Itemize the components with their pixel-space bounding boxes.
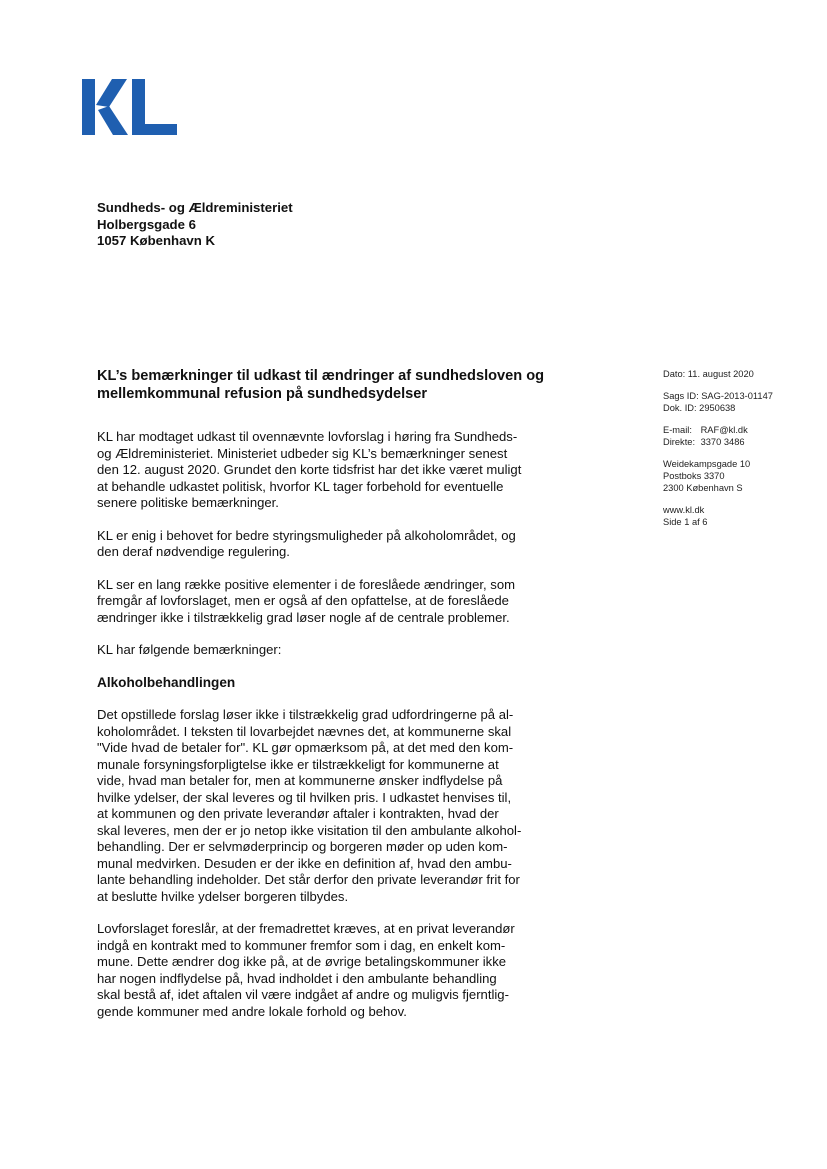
sidebar-info	[663, 368, 813, 538]
direct-phone: 3370 3486	[700, 437, 745, 447]
case-id: Sags ID: SAG-2013-01147	[663, 391, 773, 401]
doc-id: Dok. ID: 2950638	[663, 403, 736, 413]
text-line: KL har følgende bemærkninger:	[97, 642, 282, 657]
text-line: senere politiske bemærkninger.	[97, 495, 279, 510]
text-line: skal leveres, men der er jo netop ikke visitation til den ambulante alkohol-	[97, 822, 522, 838]
recipient-line: Sundheds- og Ældreministeriet	[97, 200, 293, 215]
text-line: at behandle udkastet politisk, hvorfor KL tager forbehold for eventuelle	[97, 478, 504, 494]
address-line: 2300 København S	[663, 483, 743, 493]
text-line: mune. Dette ændrer dog ikke på, at de øvrige betalingskommuner ikke	[97, 954, 507, 969]
paragraph	[97, 577, 567, 627]
kl-logo	[82, 78, 178, 136]
text-line: og Ældreministeriet. Ministeriet udbeder sig KL’s bemærkninger senest	[97, 445, 508, 461]
website-link[interactable]: www.kl.dk	[663, 505, 705, 515]
text-line: "Vide hvad de betaler for". KL gør opmærksom på, at det med den kom-	[97, 740, 514, 755]
paragraph	[97, 707, 567, 905]
text-line: ændringer ikke i tilstrækkelig grad løser nogle af de centrale problemer.	[97, 609, 510, 625]
logo-k-upper-arm	[96, 79, 127, 107]
logo-l	[132, 79, 177, 135]
page-number: Side 1 af 6	[663, 517, 708, 527]
section-heading: Alkoholbehandlingen	[97, 674, 236, 690]
text-line: KL ser en lang række positive elementer i de foreslåede ændringer, som	[97, 576, 516, 592]
subject-line: KL’s bemærkninger til udkast til ændringer af sundhedsloven og	[97, 368, 545, 384]
text-line: lante behandling indeholder. Det står derfor den private leverandør frit for	[97, 872, 520, 887]
paragraph	[97, 528, 567, 561]
address-line: Postboks 3370	[663, 471, 725, 481]
text-line: indgå en kontrakt med to kommuner fremfor som i dag, en enkelt kom-	[97, 937, 506, 953]
text-line: at beslutte hvilke ydelser borgeren tilbydes.	[97, 888, 349, 904]
text-line: vide, hvad man betaler for, men at kommunerne ønsker indflydelse på	[97, 773, 503, 788]
recipient-line: 1057 København K	[97, 233, 215, 248]
text-line: munal medvirken. Desuden er der ikke en definition af, hvad den ambu-	[97, 855, 512, 871]
text-line: KL er enig i behovet for bedre styringsmuligheder på alkoholområdet, og	[97, 527, 516, 543]
text-line: munale forsyningsforpligtelse ikke er tilstrækkeligt for kommunerne at	[97, 756, 499, 772]
email-label: E-mail:	[663, 425, 692, 435]
paragraph	[97, 642, 567, 659]
text-line: koholområdet. I teksten til lovarbejdet nævnes det, at kommunerne skal	[97, 723, 512, 739]
paragraph	[97, 429, 567, 512]
text-line: Lovforslaget foreslår, at der fremadrettet kræves, at en privat leverandør	[97, 921, 515, 936]
subject-line: mellemkommunal refusion på sundhedsydelser	[97, 385, 428, 402]
recipient-address	[97, 200, 293, 250]
text-line: Det opstillede forslag løser ikke i tilstrækkelig grad udfordringerne på al-	[97, 707, 514, 722]
text-line: den 12. august 2020. Grundet den korte tidsfrist har det ikke været muligt	[97, 462, 522, 477]
text-line: hvilke ydelser, der skal leveres og til hvilken pris. I udkastet henvises til,	[97, 789, 512, 805]
address-line: Weidekampsgade 10	[663, 459, 751, 469]
text-line: den deraf nødvendige regulering.	[97, 544, 290, 559]
paragraph	[97, 921, 567, 1020]
text-line: KL har modtaget udkast til ovennævnte lovforslag i høring fra Sundheds-	[97, 429, 518, 444]
logo-k-lower-arm	[98, 106, 128, 135]
letter-subject	[97, 368, 567, 403]
letter-body	[97, 429, 567, 1036]
text-line: behandling. Der er selvmøderprincip og borgeren møder op uden kom-	[97, 839, 508, 854]
direct-label: Direkte:	[663, 437, 696, 447]
date: Dato: 11. august 2020	[663, 369, 754, 379]
text-line: gende kommuner med andre lokale forhold og behov.	[97, 1003, 407, 1019]
email-link[interactable]: RAF@kl.dk	[700, 425, 748, 435]
text-line: fremgår af lovforslaget, men er også af den opfattelse, at de foreslåede	[97, 593, 509, 608]
text-line: skal bestå af, idet aftalen vil være indgået af andre og muligvis fjerntlig-	[97, 987, 509, 1002]
text-line: at kommunen og den private leverandør aftaler i kontrakten, hvad der	[97, 806, 499, 821]
recipient-line: Holbergsgade 6	[97, 216, 196, 232]
text-line: har nogen indflydelse på, hvad indholdet i den ambulante behandling	[97, 970, 497, 986]
logo-k-stem	[82, 79, 95, 135]
